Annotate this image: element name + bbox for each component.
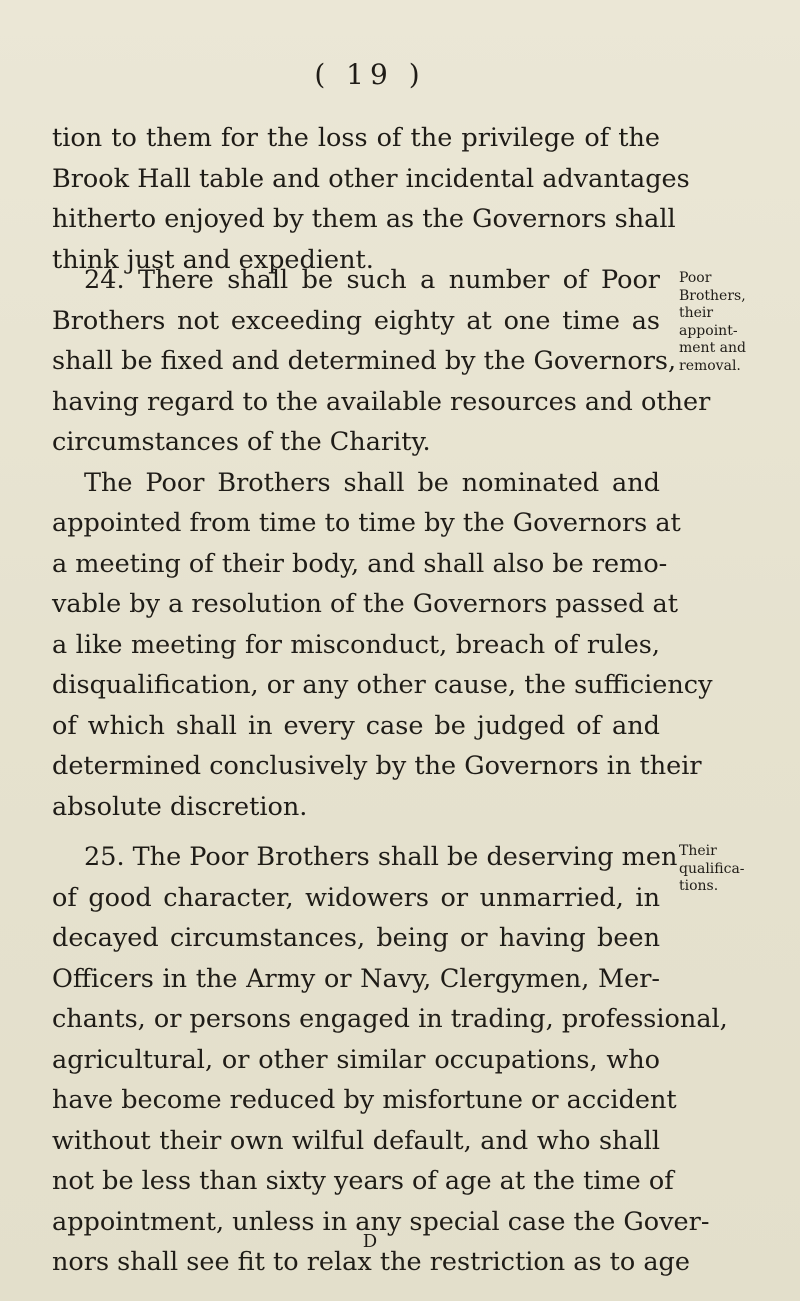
text-line: of which shall in every case be judged of and [52, 710, 660, 741]
margin-note-line: removal. [679, 357, 741, 374]
text-line: not be less than sixty years of age at the time of [52, 1166, 674, 1196]
text-line: appointed from time to time by the Governors at [52, 508, 681, 538]
text-line: without their own wilful default, and who shall [52, 1125, 660, 1156]
margin-note-line: Poor [679, 270, 712, 286]
text-line: Brook Hall table and other incidental advantages [52, 163, 690, 194]
text-line: 24. There shall be such a number of Poor [84, 265, 660, 295]
text-line: decayed circumstances, being or having been [52, 923, 660, 953]
margin-note-qualifications [679, 843, 794, 896]
margin-note-line: appoint- [679, 322, 738, 339]
text-line: circumstances of the Charity. [52, 427, 431, 457]
margin-note-line: their [679, 305, 714, 321]
text-line: vable by a resolution of the Governors passed at [52, 589, 679, 619]
text-line: appointment, unless in any special case the Gover- [52, 1206, 710, 1237]
text-line: tion to them for the loss of the privilege of the [52, 123, 660, 153]
margin-note-line: ment and [679, 340, 746, 356]
text-line: determined conclusively by the Governors in their [52, 751, 702, 781]
page-number: ( 19 ) [314, 58, 426, 91]
text-line: disqualification, or any other cause, the sufficiency [52, 670, 713, 700]
signature-mark: D [362, 1231, 378, 1252]
margin-note-line: qualifica- [679, 860, 745, 877]
text-line: of good character, widowers or unmarried, in [52, 882, 660, 913]
text-line: Officers in the Army or Navy, Clergymen, Mer- [52, 963, 660, 994]
margin-note-line: Their [679, 843, 717, 859]
text-line: a meeting of their body, and shall also be remo- [52, 548, 668, 579]
text-line: 25. The Poor Brothers shall be deserving men [84, 842, 678, 872]
text-line: hitherto enjoyed by them as the Governors shall [52, 204, 676, 234]
margin-note-line: tions. [679, 878, 719, 894]
text-line: have become reduced by misfortune or accident [52, 1085, 677, 1115]
text-line: The Poor Brothers shall be nominated and [84, 467, 660, 498]
text-line: having regard to the available resources and other [52, 386, 711, 417]
text-line: agricultural, or other similar occupations, who [52, 1044, 660, 1075]
text-line: chants, or persons engaged in trading, professional, [52, 1004, 728, 1034]
text-line: shall be fixed and determined by the Governors, [52, 346, 677, 376]
paragraph-continuation [52, 118, 690, 280]
text-line: absolute discretion. [52, 791, 308, 822]
margin-note-poor-brothers [679, 270, 794, 375]
text-line: Brothers not exceeding eighty at one time as [52, 305, 660, 336]
margin-note-line: Brothers, [679, 287, 746, 304]
text-line: a like meeting for misconduct, breach of rules, [52, 629, 660, 660]
text-line: think just and expedient. [52, 244, 374, 275]
text-line: nors shall see fit to relax the restriction as to age [52, 1247, 690, 1277]
